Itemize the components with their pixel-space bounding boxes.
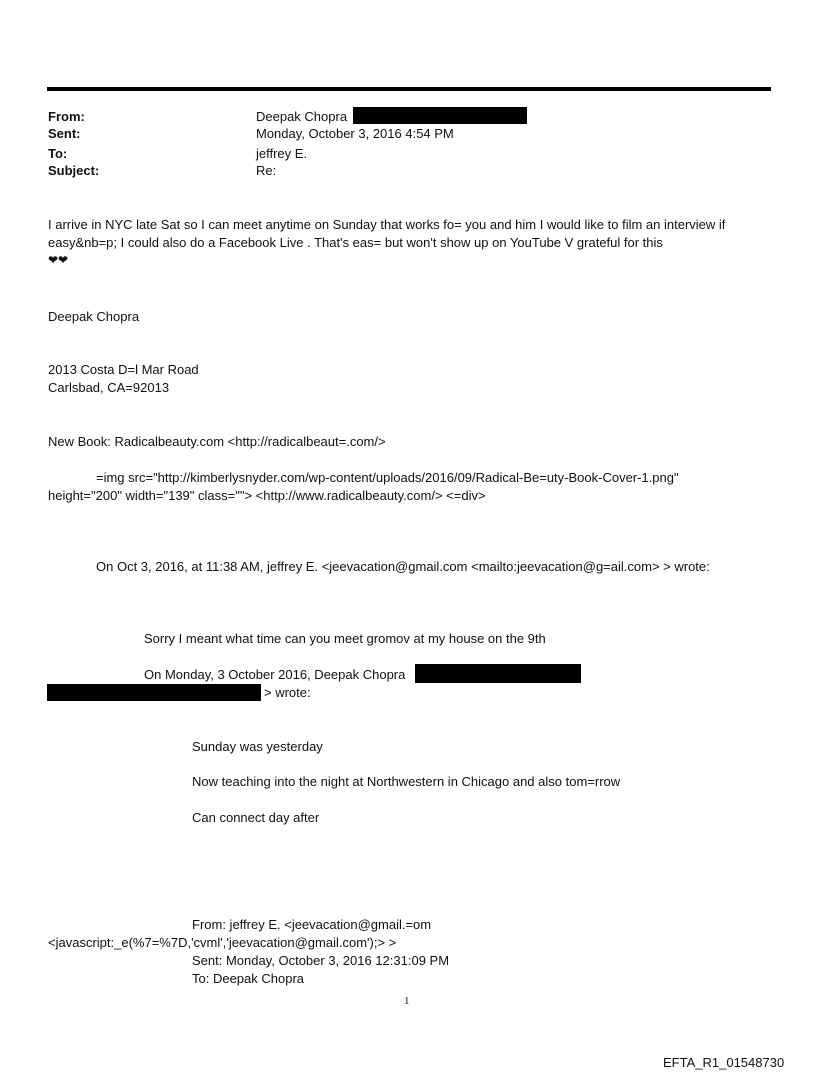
- to-value: jeffrey E.: [256, 146, 308, 161]
- forward-to: To: Deepak Chopra: [192, 971, 305, 986]
- quoted-message-1: Sorry I meant what time can you meet gromov at my house on the 9th: [144, 631, 546, 646]
- reply-line-2: Now teaching into the night at Northwestern in Chicago and also tom=rrow: [192, 774, 621, 789]
- from-label: From:: [48, 109, 85, 124]
- subject-label: Subject:: [48, 163, 100, 178]
- redaction-box: [353, 107, 527, 124]
- img-tag-line-2: height="200" width="139" class=""> <http://www.radicalbeauty.com/> <=div>: [48, 488, 486, 503]
- heart-icon: ❤❤: [48, 253, 69, 267]
- subject-value: Re:: [256, 163, 277, 178]
- quoted-header-2: On Monday, 3 October 2016, Deepak Chopra: [144, 667, 406, 682]
- quoted-header-2-suffix: > wrote:: [264, 685, 311, 700]
- body-line-2: easy&nb=p; I could also do a Facebook Live . That's eas= but won't show up on YouTube V grateful for this: [48, 235, 663, 250]
- img-tag-line-1: =img src="http://kimberlysnyder.com/wp-content/uploads/2016/09/Radical-Be=uty-Book-Cover-1.png": [96, 470, 679, 485]
- from-value: Deepak Chopra: [256, 109, 348, 124]
- forward-sent: Sent: Monday, October 3, 2016 12:31:09 PM: [192, 953, 450, 968]
- sent-value: Monday, October 3, 2016 4:54 PM: [256, 126, 454, 141]
- signature-name: Deepak Chopra: [48, 309, 140, 324]
- sent-label: Sent:: [48, 126, 81, 141]
- new-book-line: New Book: Radicalbeauty.com <http://radicalbeaut=.com/>: [48, 434, 386, 449]
- address-line-1: 2013 Costa D=l Mar Road: [48, 362, 199, 377]
- forward-from: From: jeffrey E. <jeevacation@gmail.=om: [192, 917, 432, 932]
- address-line-2: Carlsbad, CA=92013: [48, 380, 170, 395]
- body-line-1: I arrive in NYC late Sat so I can meet anytime on Sunday that works fo= you and him I would like to film an interview if: [48, 217, 726, 232]
- redaction-box: [47, 684, 261, 701]
- quoted-header-1: On Oct 3, 2016, at 11:38 AM, jeffrey E. <jeevacation@gmail.com <mailto:jeevacation@g=ail.com> > wrote:: [96, 559, 710, 574]
- forward-javascript: <javascript:_e(%7=%7D,'cvml','jeevacation@gmail.com');> >: [48, 935, 397, 950]
- document-id: EFTA_R1_01548730: [663, 1055, 785, 1070]
- to-label: To:: [48, 146, 68, 161]
- header-rule: [47, 87, 771, 91]
- redaction-box: [415, 664, 581, 683]
- reply-line-1: Sunday was yesterday: [192, 739, 323, 754]
- reply-line-3: Can connect day after: [192, 810, 320, 825]
- page-number: 1: [404, 995, 410, 1007]
